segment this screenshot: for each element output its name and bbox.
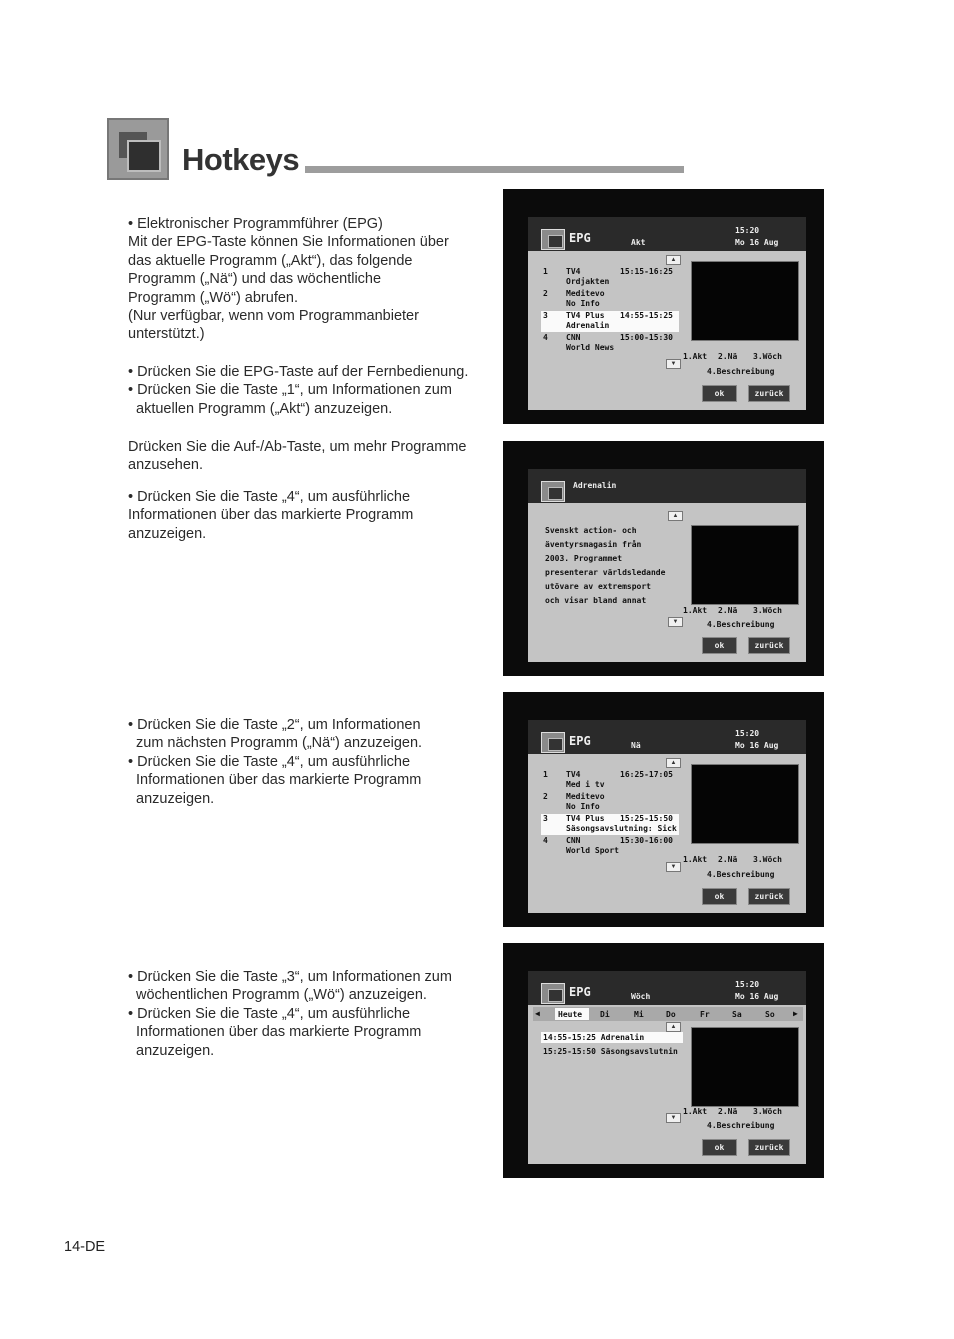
- scroll-down-icon[interactable]: ▼: [666, 359, 681, 369]
- day-tab[interactable]: Fr: [700, 1010, 710, 1019]
- option-woch[interactable]: 3.Wöch: [753, 855, 782, 864]
- epg-icon: [541, 983, 565, 1004]
- epg-icon: [541, 229, 565, 250]
- day-tab[interactable]: So: [765, 1010, 775, 1019]
- option-woch[interactable]: 3.Wöch: [753, 1107, 782, 1116]
- epg-date: Mo 16 Aug: [735, 238, 779, 247]
- description-line: Svenskt action- och: [545, 526, 637, 535]
- scroll-up-icon[interactable]: ▲: [666, 1022, 681, 1032]
- text-line: Programm („Wö“) abrufen.: [128, 289, 299, 306]
- row-program: No Info: [566, 802, 600, 811]
- day-tab[interactable]: Do: [666, 1010, 676, 1019]
- description-line: och visar bland annat: [545, 596, 647, 605]
- text-line: zum nächsten Programm („Nä“) anzuzeigen.: [136, 735, 423, 752]
- epg-label: EPG: [569, 734, 591, 748]
- option-akt[interactable]: 1.Akt: [683, 606, 708, 615]
- row-channel: TV4 Plus: [566, 311, 605, 320]
- row-channel: CNN: [566, 836, 581, 845]
- text-line: • Drücken Sie die Taste „4“, um ausführliche: [128, 753, 411, 770]
- text-line: anzuzeigen.: [136, 1042, 215, 1059]
- page-number: 14-DE: [64, 1239, 106, 1255]
- epg-date: Mo 16 Aug: [735, 992, 779, 1001]
- text-line: anzuzeigen.: [136, 790, 215, 807]
- ok-button[interactable]: ok: [702, 385, 737, 402]
- day-tab[interactable]: Heute: [558, 1010, 583, 1019]
- text-line: Programm („Nä“) und das wöchentliche: [128, 271, 382, 288]
- row-number: 4: [543, 836, 548, 845]
- row-program: Ordjakten: [566, 277, 610, 286]
- section-epg-steps: [128, 363, 468, 418]
- row-program: Adrenalin: [566, 321, 610, 330]
- text-line: anzusehen.: [128, 457, 203, 474]
- epg-screen-info: [503, 441, 824, 676]
- page-title: Hotkeys: [182, 142, 300, 177]
- row-number: 2: [543, 792, 548, 801]
- section-epg-intro: [128, 215, 449, 344]
- section-next: [128, 716, 422, 808]
- epg-label: EPG: [569, 985, 591, 999]
- text-line: • Elektronischer Programmführer (EPG): [128, 216, 383, 232]
- text-line: wöchentlichen Programm („Wö“) anzuzeigen.: [136, 987, 427, 1004]
- row-program: Säsongsavslutning: Sick: [566, 824, 677, 833]
- epg-mode: Akt: [631, 238, 646, 247]
- option-na[interactable]: 2.Nä: [718, 1107, 738, 1116]
- option-na[interactable]: 2.Nä: [718, 352, 738, 361]
- option-beschreibung[interactable]: 4.Beschreibung: [707, 367, 775, 376]
- day-tab[interactable]: Sa: [732, 1010, 742, 1019]
- row-channel: Meditevo: [566, 289, 605, 298]
- epg-date: Mo 16 Aug: [735, 741, 779, 750]
- text-line: aktuellen Programm („Akt“) anzuzeigen.: [136, 400, 393, 417]
- row-time: 15:30-16:00: [620, 836, 673, 845]
- text-line: • Drücken Sie die Taste „4“, um ausführliche: [128, 1005, 411, 1022]
- option-woch[interactable]: 3.Wöch: [753, 606, 782, 615]
- day-tab[interactable]: Mi: [634, 1010, 644, 1019]
- row-channel: Meditevo: [566, 792, 605, 801]
- row-program: World News: [566, 343, 615, 352]
- option-na[interactable]: 2.Nä: [718, 855, 738, 864]
- back-button[interactable]: zurück: [748, 1139, 790, 1156]
- text-line: • Drücken Sie die Taste „3“, um Informationen zum: [128, 969, 452, 985]
- day-tab[interactable]: Di: [600, 1010, 610, 1019]
- row-number: 3: [543, 311, 548, 320]
- description-line: utövare av extremsport: [545, 582, 651, 591]
- row-program: Med i tv: [566, 780, 605, 789]
- description-line: 2003. Programmet: [545, 554, 623, 563]
- ok-button[interactable]: ok: [702, 637, 737, 654]
- text-line: • Drücken Sie die EPG-Taste auf der Fernbedienung.: [128, 364, 469, 380]
- ok-button[interactable]: ok: [702, 1139, 737, 1156]
- text-line: Informationen über das markierte Programm: [128, 507, 414, 524]
- option-akt[interactable]: 1.Akt: [683, 855, 708, 864]
- row-time: 14:55-15:25: [620, 311, 673, 320]
- text-line: • Drücken Sie die Taste „4“, um ausführliche: [128, 489, 411, 505]
- video-preview: [691, 764, 799, 844]
- epg-icon: [541, 481, 565, 502]
- epg-time: 15:20: [735, 729, 760, 738]
- epg-mode: Wöch: [631, 992, 651, 1001]
- text-line: Informationen über das markierte Programm: [136, 1024, 422, 1041]
- row-channel: TV4: [566, 267, 581, 276]
- row-channel: TV4: [566, 770, 581, 779]
- epg-time: 15:20: [735, 980, 760, 989]
- video-preview: [691, 525, 799, 605]
- row-time: 15:00-15:30: [620, 333, 673, 342]
- option-woch[interactable]: 3.Wöch: [753, 352, 782, 361]
- row-channel: CNN: [566, 333, 581, 342]
- ok-button[interactable]: ok: [702, 888, 737, 905]
- option-beschreibung[interactable]: 4.Beschreibung: [707, 1121, 775, 1130]
- text-line: Drücken Sie die Auf-/Ab-Taste, um mehr Programme: [128, 439, 467, 455]
- text-line: unterstützt.): [128, 326, 205, 343]
- video-preview: [691, 1027, 799, 1107]
- scroll-up-icon[interactable]: ▲: [668, 511, 683, 521]
- epg-screen-woch: [503, 943, 824, 1178]
- option-na[interactable]: 2.Nä: [718, 606, 738, 615]
- row-number: 1: [543, 267, 548, 276]
- text-line: (Nur verfügbar, wenn vom Programmanbieter: [128, 308, 419, 325]
- scroll-down-icon[interactable]: ▼: [666, 862, 681, 872]
- scroll-up-icon[interactable]: ▲: [666, 758, 681, 768]
- section-detail: [128, 488, 413, 543]
- text-line: Informationen über das markierte Programm: [136, 772, 422, 789]
- text-line: • Drücken Sie die Taste „2“, um Informationen: [128, 717, 421, 733]
- text-line: anzuzeigen.: [128, 525, 207, 542]
- text-line: Mit der EPG-Taste können Sie Informationen über: [128, 234, 449, 251]
- week-row[interactable]: 15:25-15:50 Säsongsavslutnin: [543, 1047, 678, 1056]
- option-akt[interactable]: 1.Akt: [683, 352, 708, 361]
- description-line: presenterar världsledande: [545, 568, 666, 577]
- option-beschreibung[interactable]: 4.Beschreibung: [707, 620, 775, 629]
- text-line: das aktuelle Programm („Akt“), das folgende: [128, 252, 413, 269]
- program-title: Adrenalin: [573, 481, 617, 490]
- row-program: No Info: [566, 299, 600, 308]
- week-row[interactable]: 14:55-15:25 Adrenalin: [543, 1033, 645, 1042]
- option-akt[interactable]: 1.Akt: [683, 1107, 708, 1116]
- back-button[interactable]: zurück: [748, 385, 790, 402]
- row-time: 15:25-15:50: [620, 814, 673, 823]
- epg-mode: Nä: [631, 741, 641, 750]
- epg-screen-na: [503, 692, 824, 927]
- text-line: • Drücken Sie die Taste „1“, um Informationen zum: [128, 382, 452, 399]
- row-time: 15:15-16:25: [620, 267, 673, 276]
- video-preview: [691, 261, 799, 341]
- row-number: 4: [543, 333, 548, 342]
- epg-icon: [541, 732, 565, 753]
- back-button[interactable]: zurück: [748, 888, 790, 905]
- scroll-up-icon[interactable]: ▲: [666, 255, 681, 265]
- title-rule: [305, 166, 684, 173]
- row-time: 16:25-17:05: [620, 770, 673, 779]
- row-number: 3: [543, 814, 548, 823]
- hotkeys-logo-icon: [107, 118, 169, 180]
- row-number: 2: [543, 289, 548, 298]
- epg-header: [528, 469, 806, 503]
- back-button[interactable]: zurück: [748, 637, 790, 654]
- scroll-down-icon[interactable]: ▼: [666, 1113, 681, 1123]
- day-next-icon[interactable]: ▶: [793, 1009, 798, 1018]
- day-prev-icon[interactable]: ◀: [535, 1009, 540, 1018]
- epg-time: 15:20: [735, 226, 760, 235]
- section-updown: [128, 438, 466, 475]
- section-week: [128, 968, 452, 1060]
- row-number: 1: [543, 770, 548, 779]
- option-beschreibung[interactable]: 4.Beschreibung: [707, 870, 775, 879]
- scroll-down-icon[interactable]: ▼: [668, 617, 683, 627]
- row-program: World Sport: [566, 846, 619, 855]
- epg-label: EPG: [569, 231, 591, 245]
- epg-screen-akt: [503, 189, 824, 424]
- description-line: äventyrsmagasin från: [545, 540, 642, 549]
- row-channel: TV4 Plus: [566, 814, 605, 823]
